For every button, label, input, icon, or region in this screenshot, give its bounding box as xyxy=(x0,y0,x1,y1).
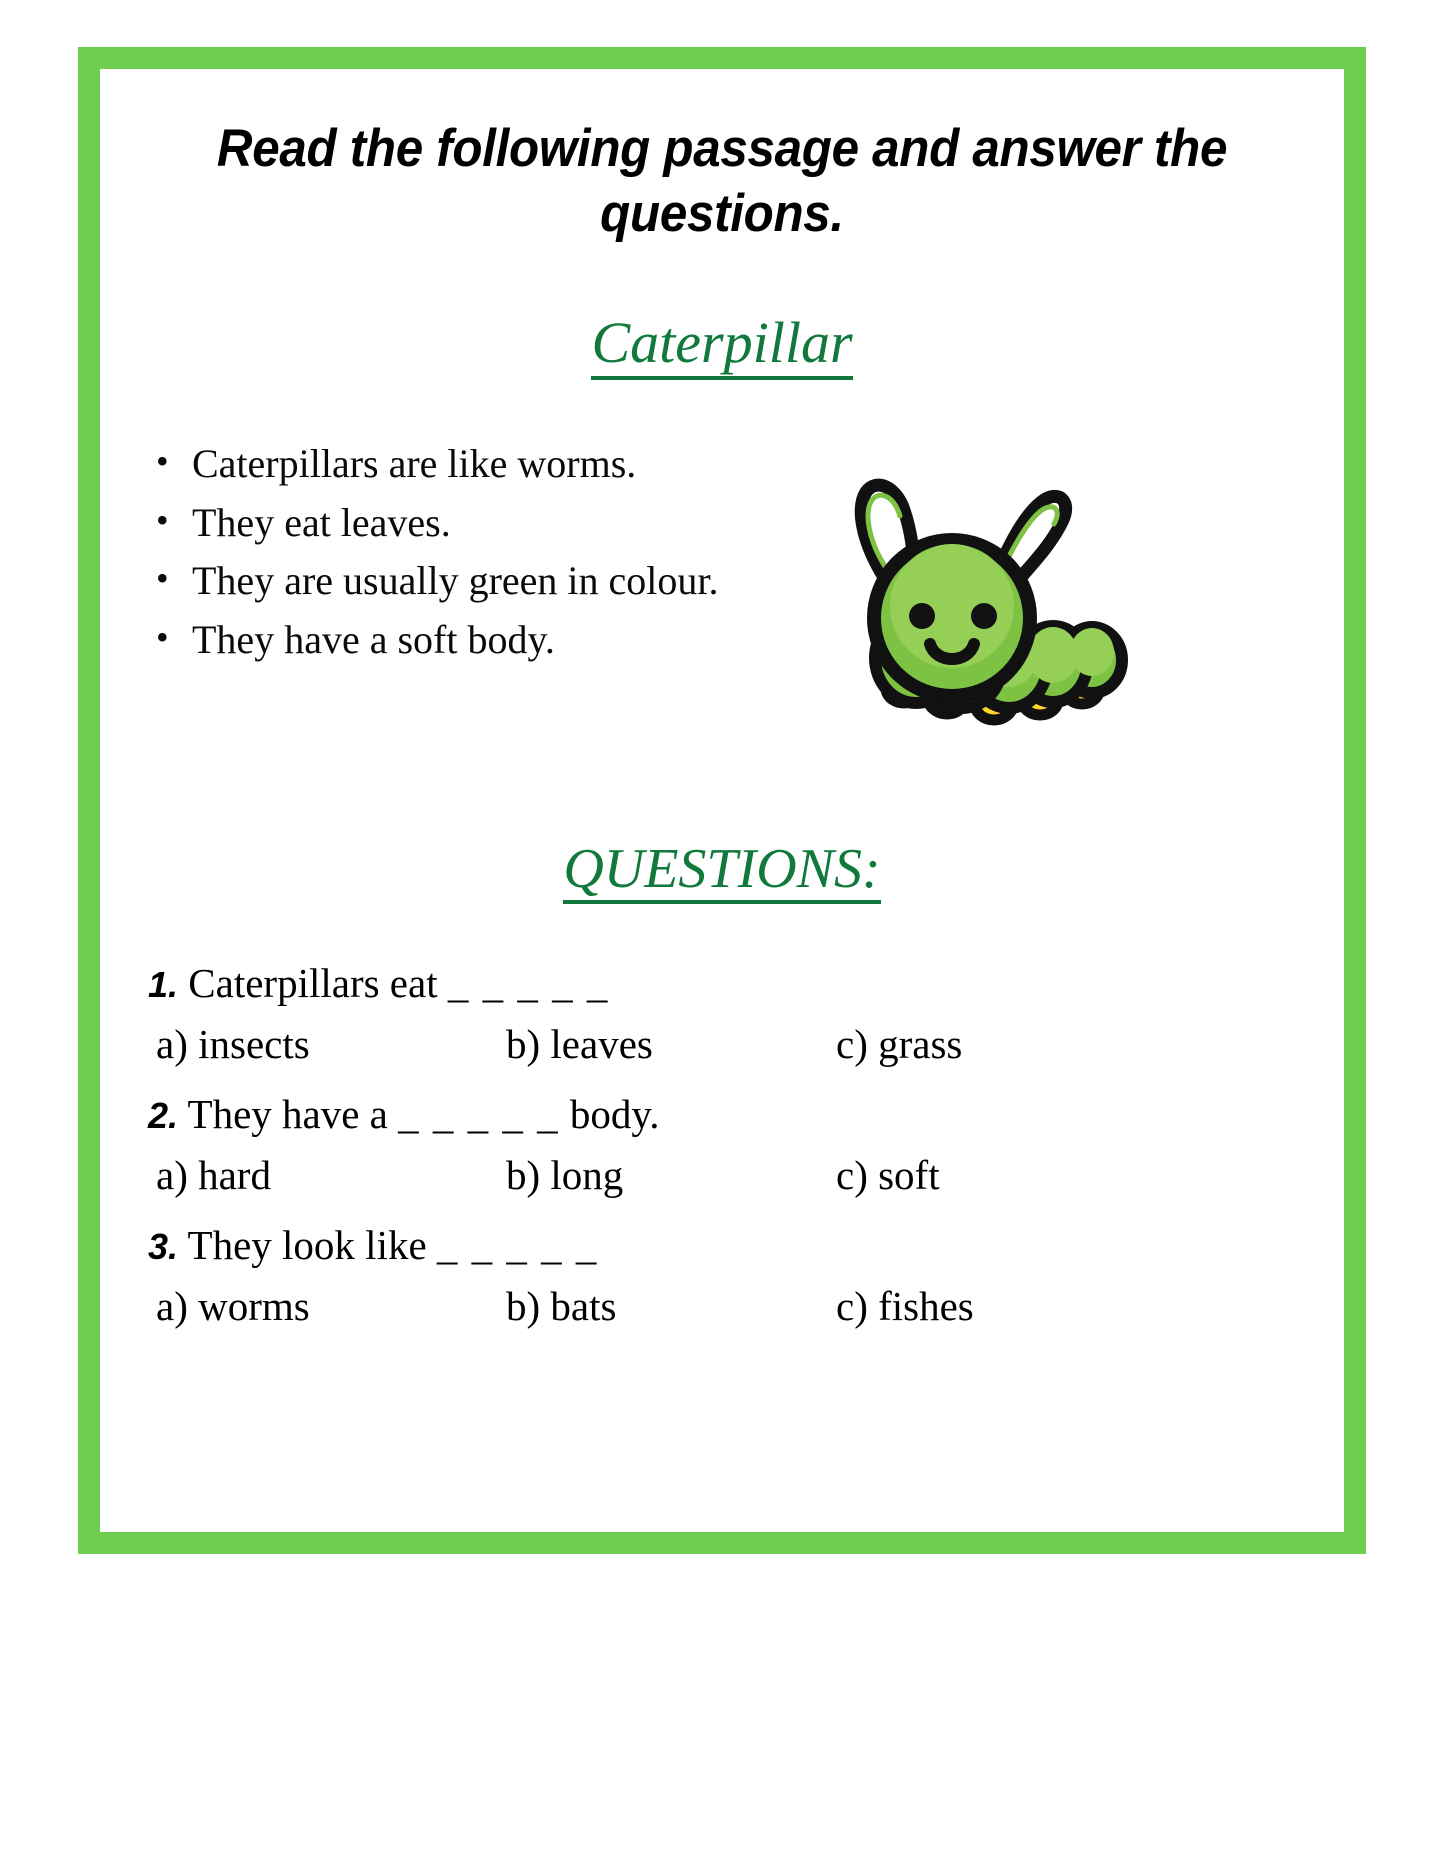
question-blank-1: _ _ _ _ _ xyxy=(447,960,610,1007)
option-1-b[interactable]: b) leaves xyxy=(506,1020,653,1067)
option-2-a[interactable]: a) hard xyxy=(156,1151,271,1198)
passage-fact-list xyxy=(140,438,800,673)
option-3-a[interactable]: a) worms xyxy=(156,1282,310,1329)
caterpillar-eye-left xyxy=(909,603,935,629)
instruction-heading: Read the following passage and answer the questions. xyxy=(216,119,1228,243)
question-text-2 xyxy=(148,1085,1296,1144)
questions-heading-container xyxy=(140,839,1304,904)
list-item: • They are usually green in colour. xyxy=(140,555,800,608)
options-row-2 xyxy=(148,1145,1296,1207)
passage-title-container xyxy=(140,312,1304,379)
options-row-3 xyxy=(148,1276,1296,1338)
worksheet-green-frame xyxy=(78,47,1366,1554)
question-number-3: 3. xyxy=(148,1226,179,1268)
list-item: • They have a soft body. xyxy=(140,614,800,667)
passage-content-row xyxy=(140,438,1304,753)
caterpillar-eye-right xyxy=(971,603,997,629)
question-blank-3: _ _ _ _ _ xyxy=(436,1222,599,1269)
question-block-1 xyxy=(148,954,1296,1075)
question-body-1: Caterpillars eat xyxy=(178,960,448,1007)
question-text-1 xyxy=(148,954,1296,1013)
caterpillar-icon xyxy=(804,448,1134,748)
option-3-c[interactable]: c) fishes xyxy=(836,1282,974,1329)
question-body-2: They have a xyxy=(178,1091,399,1138)
option-3-b[interactable]: b) bats xyxy=(506,1282,617,1329)
question-block-2 xyxy=(148,1085,1296,1206)
passage-title: Caterpillar xyxy=(591,312,852,379)
worksheet-page xyxy=(100,69,1344,1532)
question-text-3 xyxy=(148,1216,1296,1275)
list-item: • Caterpillars are like worms. xyxy=(140,438,800,491)
options-row-1 xyxy=(148,1014,1296,1076)
option-1-c[interactable]: c) grass xyxy=(836,1020,963,1067)
question-number-1: 1. xyxy=(148,964,179,1006)
question-body-3: They look like xyxy=(178,1222,437,1269)
question-tail-2: body. xyxy=(559,1091,660,1138)
question-blank-2: _ _ _ _ _ xyxy=(398,1091,560,1138)
question-number-2: 2. xyxy=(148,1095,179,1137)
caterpillar-illustration xyxy=(804,448,1134,753)
question-block-3 xyxy=(148,1216,1296,1337)
option-2-b[interactable]: b) long xyxy=(506,1151,624,1198)
option-1-a[interactable]: a) insects xyxy=(156,1020,310,1067)
list-item: • They eat leaves. xyxy=(140,497,800,550)
option-2-c[interactable]: c) soft xyxy=(836,1151,940,1198)
questions-heading: QUESTIONS: xyxy=(563,839,880,904)
questions-list xyxy=(140,954,1304,1337)
